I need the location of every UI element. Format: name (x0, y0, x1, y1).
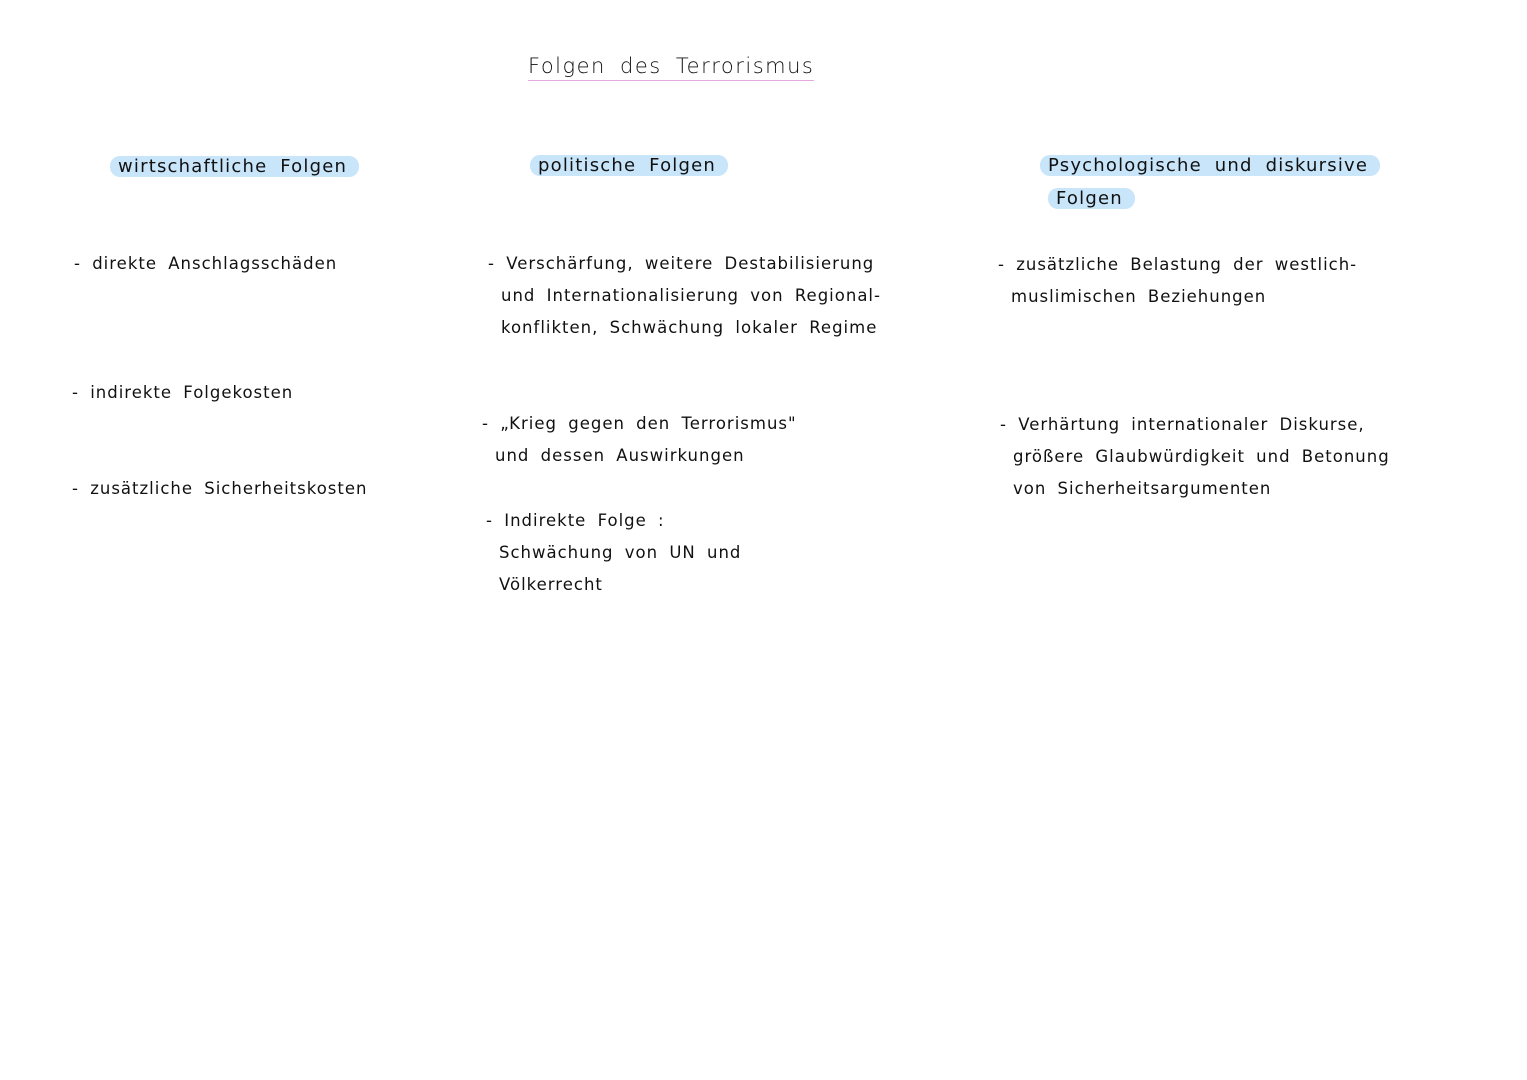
list-item-economic-3 (72, 473, 367, 505)
list-item-economic-1 (74, 248, 337, 280)
item-line: - zusätzliche Belastung der westlich- (998, 255, 1358, 274)
item-line: Schwächung von UN und (499, 543, 742, 562)
page-title: Folgen des Terrorismus (528, 54, 814, 81)
heading-economic (110, 156, 359, 177)
item-line: - Verhärtung internationaler Diskurse, (1000, 415, 1365, 434)
item-line: muslimischen Beziehungen (1011, 287, 1267, 306)
item-line: von Sicherheitsargumenten (1013, 479, 1272, 498)
heading-highlight: wirtschaftliche Folgen (110, 156, 359, 177)
item-line: - Verschärfung, weitere Destabilisierung (488, 254, 875, 273)
list-item-psychological-1 (998, 249, 1357, 313)
item-line: - direkte Anschlagsschäden (74, 254, 338, 273)
heading-psychological (1040, 155, 1380, 221)
list-item-political-1 (488, 248, 881, 344)
item-line: und dessen Auswirkungen (495, 446, 745, 465)
item-line: größere Glaubwürdigkeit und Betonung (1013, 447, 1390, 466)
heading-political (530, 155, 728, 176)
heading-highlight: Folgen (1048, 188, 1135, 209)
list-item-economic-2 (72, 377, 293, 409)
list-item-psychological-2 (1000, 409, 1390, 505)
list-item-political-2 (482, 408, 797, 472)
heading-highlight: Psychologische und diskursive (1040, 155, 1380, 176)
item-line: - indirekte Folgekosten (72, 383, 294, 402)
item-line: konflikten, Schwächung lokaler Regime (501, 318, 878, 337)
item-line: Völkerrecht (499, 575, 603, 594)
heading-highlight: politische Folgen (530, 155, 728, 176)
item-line: - zusätzliche Sicherheitskosten (72, 479, 368, 498)
item-line: - „Krieg gegen den Terrorismus" (482, 414, 797, 433)
item-line: und Internationalisierung von Regional- (501, 286, 881, 305)
item-line: - Indirekte Folge : (486, 511, 665, 530)
list-item-political-3 (486, 505, 741, 601)
